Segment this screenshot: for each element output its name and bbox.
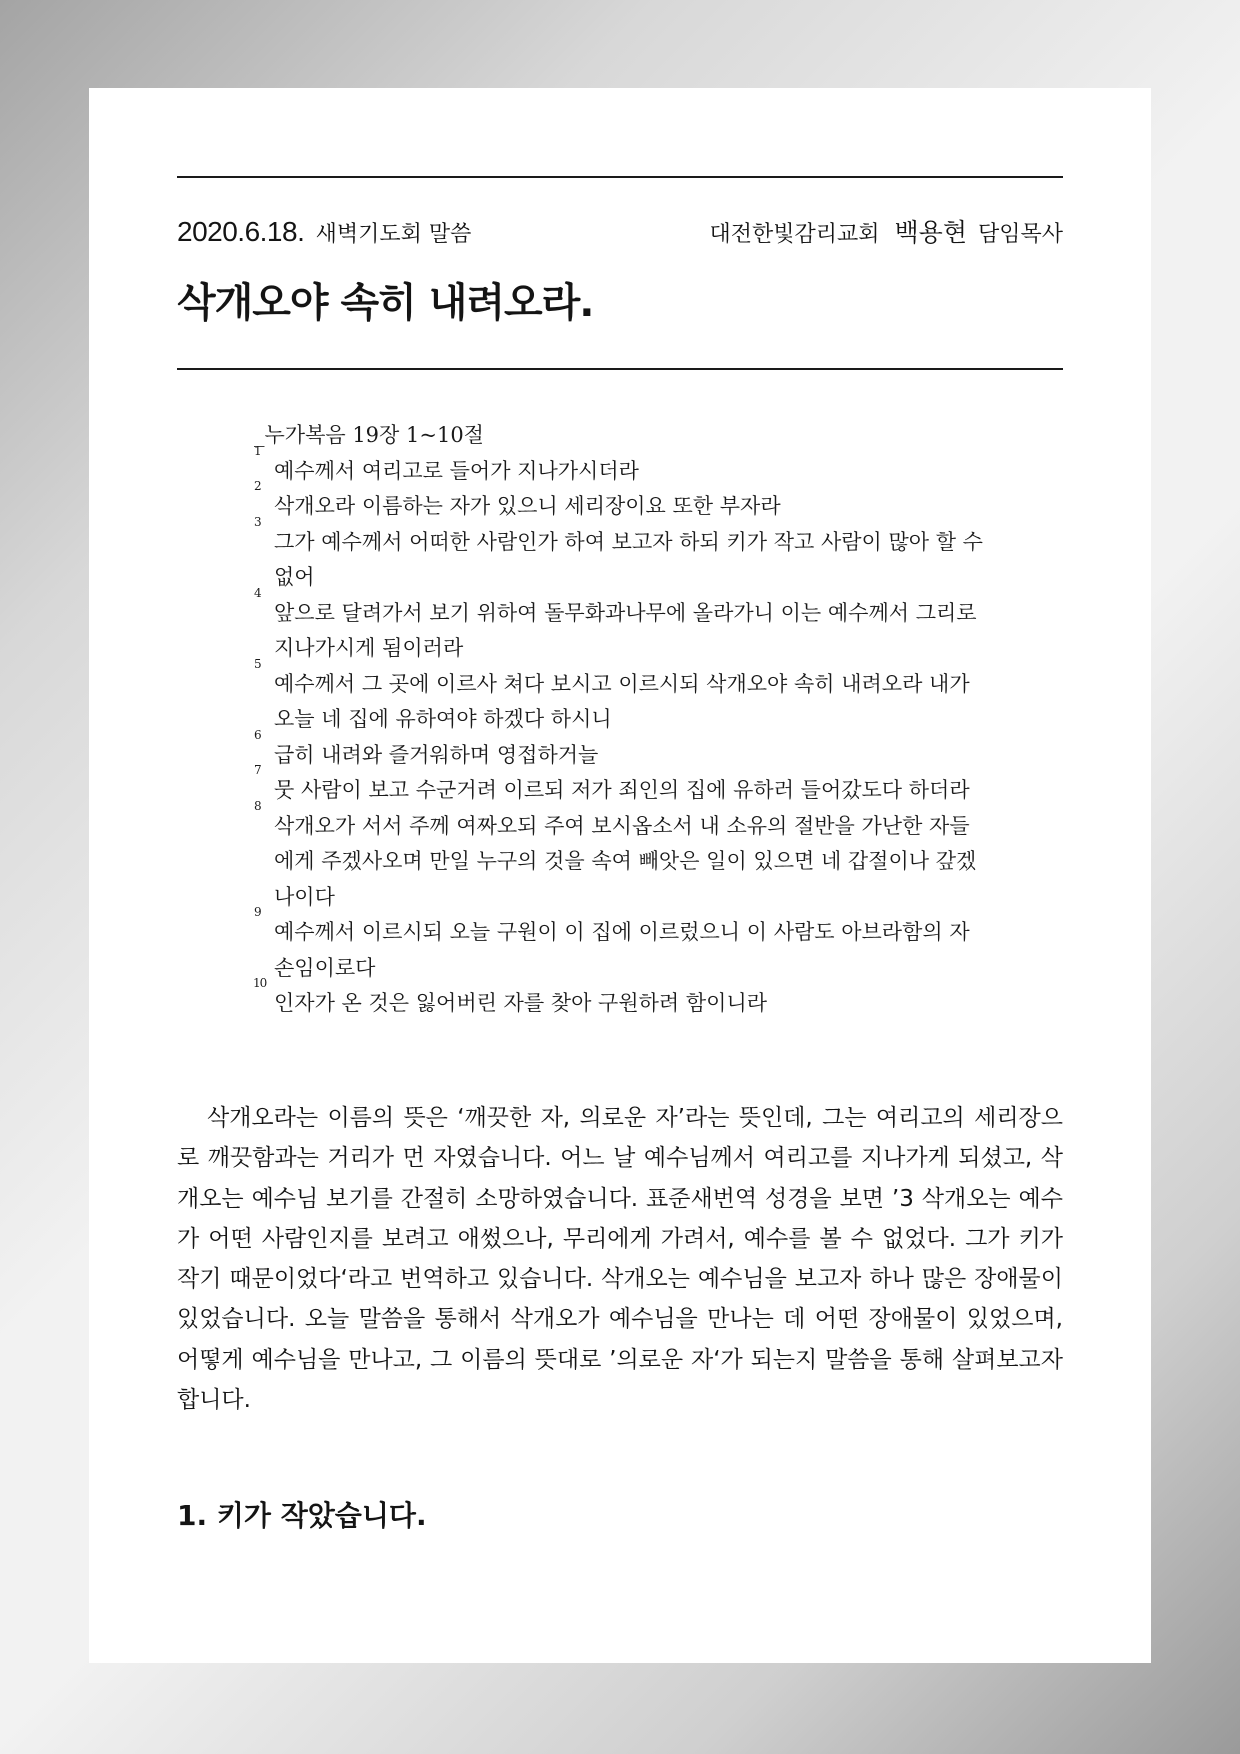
pastor-title: 담임목사 [977,222,1063,247]
service-name: 새벽기도회 말씀 [315,222,472,247]
verse-number: 10 [253,976,267,990]
document-page [89,88,1151,1663]
verse-2 [254,479,989,525]
verse-3 [254,514,989,596]
sermon-date-line [177,218,471,246]
scripture-reference: _누가복음 19장 1~10절 [254,423,484,447]
verse-text: 뭇 사람이 보고 수군거려 이르되 저가 죄인의 집에 유하러 들어갔도다 하더라 [274,778,970,802]
verse-8 [254,798,989,919]
sermon-date: 2020.6.18. [177,216,305,247]
verse-text: 앞으로 달려가서 보기 위하여 돌무화과나무에 올라가니 이는 예수께서 그리로 지나가시게 됨이러라 [274,600,977,660]
verse-number: 5 [254,656,262,671]
verse-10 [253,976,989,1022]
verse-6 [254,727,989,777]
verse-number: 3 [254,514,262,529]
verse-text: 예수께서 여리고로 들어가 지나가시더라 [274,458,639,483]
scripture-block [254,418,989,1022]
verse-text: 예수께서 그 곳에 이르사 쳐다 보시고 이르시되 삭개오야 속히 내려오라 내가 오늘 네 집에 유하여야 하겠다 하시니 [274,671,970,731]
pastor-name: 백용현 [894,218,967,247]
church-name: 대전한빛감리교회 [709,222,880,247]
verse-text: 급히 내려와 즐거워하며 영접하거늘 [274,742,599,767]
verse-number: 6 [254,727,262,742]
section-heading: 1. 키가 작았습니다. [177,1499,427,1532]
bottom-divider [177,368,1063,370]
top-divider [177,176,1063,178]
preacher-line [710,220,1064,246]
verse-text: 그가 예수께서 어떠한 사람인가 하여 보고자 하되 키가 작고 사람이 많아 할 수 없어 [274,529,983,589]
verse-1 [254,443,989,493]
verse-number: 1 [254,443,262,458]
verse-text: 삭개오라 이름하는 자가 있으니 세리장이요 또한 부자라 [274,494,781,518]
verse-5 [254,656,989,738]
verse-7 [254,763,989,809]
verse-4 [254,585,989,667]
sermon-title: 삭개오야 속히 내려오라. [177,280,594,326]
verse-text: 예수께서 이르시되 오늘 구원이 이 집에 이르렀으니 이 사람도 아브라함의 자손임이로다 [274,920,970,980]
intro-paragraph: 삭개오라는 이름의 뜻은 ‘깨끗한 자, 의로운 자’라는 뜻인데, 그는 여리고의 세리장으로 깨끗함과는 거리가 먼 자였습니다. 어느 날 예수님께서 여리고를 지나가게 되셨고, 삭개오는 예수님 보기를 간절히 소망하였습니다. 표준새번역 성경을 보면 ’3 삭개오는 예수가 어떤 사람인지를 보려고 애썼으나, 무리에게 가려서, 예수를 볼 수 없었다. 그가 키가 작기 때문이었다‘라고 번역하고 있습니다. 삭개오는 예수님을 보고자 하나 많은 장애물이 있었습니다. 오늘 말씀을 통해서 삭개오가 예수님을 만나는 데 어떤 장애물이 있었으며, 어떻게 예수님을 만나고, 그 이름의 뜻대로 ’의로운 자‘가 되는지 말씀을 통해 살펴보고자 합니다. [177,1105,1063,1414]
verse-number: 2 [254,479,262,493]
verse-9 [254,905,989,986]
verse-number: 9 [254,905,262,919]
verse-text: 삭개오가 서서 주께 여짜오되 주여 보시옵소서 내 소유의 절반을 가난한 자들에게 주겠사오며 만일 누구의 것을 속여 빼앗은 일이 있으면 네 갑절이나 갚겠나이다 [274,813,977,909]
verse-number: 4 [254,585,262,600]
verse-text: 인자가 온 것은 잃어버린 자를 찾아 구원하려 함이니라 [274,991,768,1015]
verse-number: 7 [254,763,262,777]
verse-number: 8 [254,798,262,813]
